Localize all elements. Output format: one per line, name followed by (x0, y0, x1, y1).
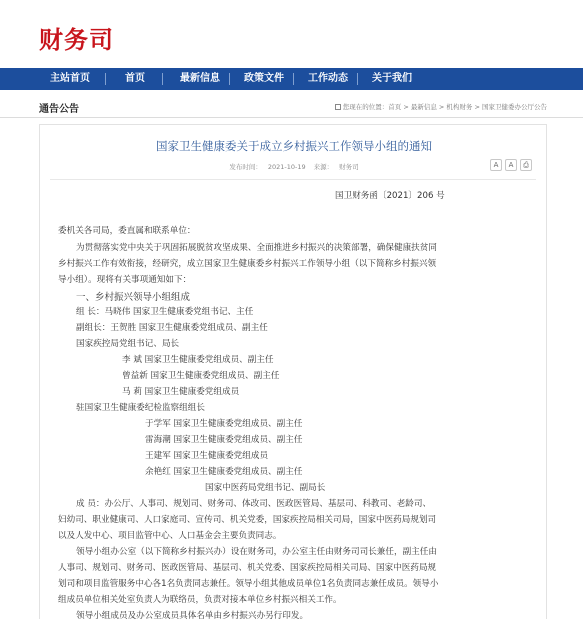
paragraph-line: 划司和项目监管服务中心各1名负责同志兼任。领导小组其他成员单位1名负责同志兼任成员。领导小 (58, 579, 439, 589)
section-title: 通告公告 (39, 104, 79, 115)
paragraph-line: 领导小组办公室（以下简称乡村振兴办）设在财务司，办公室主任由财务司司长兼任，副主任由 (76, 547, 437, 557)
paragraph-line: 乡村振兴工作有效衔接，经研究，成立国家卫生健康委乡村振兴工作领导小组（以下简称乡村振兴领 (58, 259, 437, 269)
paragraph-line: 国家疾控局党组书记、局长 (76, 339, 180, 349)
paragraph-line: 王建军 国家卫生健康委党组成员 (145, 451, 269, 461)
nav-divider (229, 73, 230, 85)
breadcrumb-text[interactable]: 您现在的位置：首页 > 最新信息 > 机构财务 > 国家卫健委办公厅公告 (342, 103, 547, 111)
home-icon (335, 104, 341, 110)
paragraph-line: 于学军 国家卫生健康委党组成员、副主任 (145, 419, 303, 429)
nav-item-main-home[interactable]: 主站首页 (50, 73, 90, 84)
location-bar (0, 96, 583, 118)
nav-item-policy[interactable]: 政策文件 (244, 73, 284, 84)
nav-item-work-news[interactable]: 工作动态 (308, 73, 348, 84)
nav-item-home[interactable]: 首页 (125, 73, 145, 84)
paragraph-line: 马 莉 国家卫生健康委党组成员 (122, 387, 240, 397)
nav-divider (293, 73, 294, 85)
paragraph-line: 导小组）。现将有关事项通知如下： (58, 275, 192, 285)
nav-divider (162, 73, 163, 85)
nav-divider (357, 73, 358, 85)
title-divider (50, 179, 536, 180)
article-meta (40, 162, 548, 176)
paragraph-line: 雷海潮 国家卫生健康委党组成员、副主任 (145, 435, 303, 445)
paragraph-line: 国家中医药局党组书记、副局长 (205, 483, 326, 493)
paragraph-line: 组成员单位相关处室负责人为联络员，负责对接本单位乡村振兴相关工作。 (58, 595, 342, 605)
article-title: 国家卫生健康委关于成立乡村振兴工作领导小组的通知 (156, 139, 432, 153)
paragraph-line: 成 员：办公厅、人事司、规划司、财务司、体改司、医政医管局、基层司、科教司、老龄司、 (76, 499, 432, 509)
paragraph-line: 人事司、规划司、财务司、医政医管局、基层司、机关党委、国家疾控局相关司局、国家中医药局规 (58, 563, 437, 573)
print-icon[interactable]: ⎙ (520, 159, 532, 171)
paragraph-line: 组 长：马晓伟 国家卫生健康委党组书记、主任 (76, 307, 254, 317)
section-heading: 一、乡村振兴领导小组组成 (76, 292, 191, 303)
paragraph-line: 李 斌 国家卫生健康委党组成员、副主任 (122, 355, 274, 365)
paragraph-line: 领导小组成员及办公室成员具体名单由乡村振兴办另行印发。 (76, 611, 309, 619)
paragraph-line: 曾益新 国家卫生健康委党组成员、副主任 (122, 371, 280, 381)
site-logo[interactable]: 财务司 (39, 25, 114, 54)
paragraph-line: 余艳红 国家卫生健康委党组成员、副主任 (145, 467, 303, 477)
paragraph-line: 以及人发中心、项目监管中心、人口基金会主要负责同志。 (58, 531, 282, 541)
paragraph-line: 副组长：王贺胜 国家卫生健康委党组成员、副主任 (76, 323, 268, 333)
article-tools (490, 159, 532, 171)
paragraph-line: 为贯彻落实党中央关于巩固拓展脱贫攻坚成果、全面推进乡村振兴的决策部署，确保健康扶贫同 (76, 243, 437, 253)
nav-divider (105, 73, 106, 85)
nav-item-latest[interactable]: 最新信息 (180, 73, 220, 84)
article-container (39, 124, 547, 619)
breadcrumb (335, 102, 547, 111)
doc-number: 国卫财务函〔2021〕206 号 (335, 191, 445, 201)
main-nav (0, 68, 583, 90)
font-larger-button[interactable]: A (490, 159, 502, 171)
nav-item-about[interactable]: 关于我们 (372, 73, 412, 84)
paragraph-line: 委机关各司局，委直属和联系单位： (58, 226, 196, 236)
source-label: 来源： (313, 163, 334, 171)
paragraph-line: 妇幼司、职业健康司、人口家庭司、宣传司、机关党委，国家疾控局相关司局，国家中医药局规划司 (58, 515, 437, 525)
source-value: 财务司 (339, 163, 359, 171)
publish-date-label: 发布时间： (229, 163, 262, 171)
publish-date: 2021-10-19 (267, 163, 306, 171)
paragraph-line: 驻国家卫生健康委纪检监察组组长 (76, 403, 205, 413)
site-header (0, 0, 583, 68)
font-smaller-button[interactable]: A (505, 159, 517, 171)
